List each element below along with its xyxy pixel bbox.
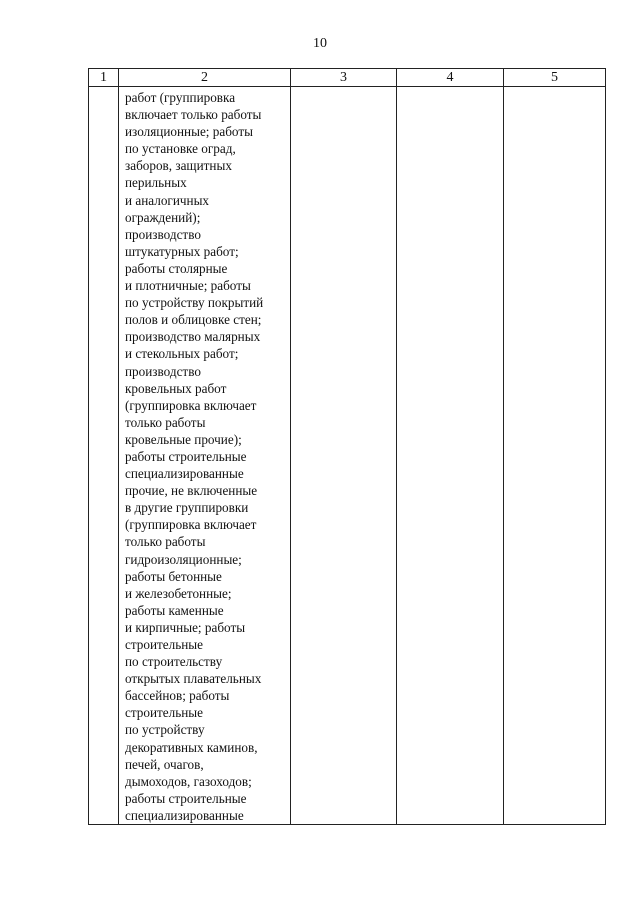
description-line: и аналогичных — [125, 192, 210, 208]
description-line: строительные — [125, 637, 204, 652]
table-header-row — [89, 69, 606, 87]
description-line: кровельных работ — [125, 380, 227, 396]
description-line: производство — [125, 363, 201, 379]
activity-description — [119, 87, 290, 824]
page-number: 10 — [313, 36, 327, 51]
description-line: ограждений); — [125, 209, 201, 225]
description-line: (группировка включает — [125, 397, 257, 413]
cell-col-4 — [397, 87, 504, 825]
description-line: печей, очагов, — [125, 756, 204, 772]
description-line: декоративных каминов, — [125, 739, 258, 755]
header-col-1: 1 — [89, 69, 119, 87]
description-line: производство — [125, 226, 201, 242]
description-line: по строительству — [125, 654, 223, 670]
description-line: специализированные — [125, 807, 244, 823]
description-line: по устройству — [125, 722, 205, 738]
description-line: работы строительные — [125, 448, 247, 464]
header-col-4: 4 — [397, 69, 504, 87]
description-line: и стекольных работ; — [125, 346, 239, 362]
description-line: полов и облицовке стен; — [125, 312, 262, 328]
header-col-3: 3 — [291, 69, 397, 87]
description-line: работы каменные — [125, 602, 224, 618]
description-line: работы строительные — [125, 790, 247, 806]
description-line: по устройству покрытий — [125, 295, 264, 311]
document-table — [88, 68, 606, 825]
description-line: только работы — [125, 414, 206, 430]
description-line: производство малярных — [125, 329, 261, 345]
description-line: бассейнов; работы — [125, 688, 230, 704]
description-line: (группировка включает — [125, 517, 257, 533]
description-line: штукатурных работ; — [125, 243, 239, 259]
description-line: и плотничные; работы — [125, 278, 251, 294]
description-line: изоляционные; работы — [125, 124, 253, 140]
description-line: в другие группировки — [125, 500, 249, 516]
description-line: прочие, не включенные — [125, 483, 258, 499]
cell-col-2 — [119, 87, 291, 825]
description-line: открытых плавательных — [125, 671, 262, 687]
description-line: работы столярные — [125, 260, 228, 276]
description-line: кровельные прочие); — [125, 431, 242, 447]
description-line: строительные — [125, 705, 204, 721]
description-line: перильных — [125, 175, 187, 191]
description-line: и кирпичные; работы — [125, 619, 246, 635]
cell-col-3 — [291, 87, 397, 825]
description-line: по установке оград, — [125, 141, 236, 157]
description-line: включает только работы — [125, 107, 262, 123]
description-line: и железобетонные; — [125, 585, 232, 601]
description-line: специализированные — [125, 466, 244, 482]
description-line: гидроизоляционные; — [125, 551, 242, 567]
description-line: работы бетонные — [125, 568, 222, 584]
description-line: только работы — [125, 534, 206, 550]
header-col-2: 2 — [119, 69, 291, 87]
header-col-5: 5 — [504, 69, 606, 87]
description-line: заборов, защитных — [125, 158, 232, 174]
description-line: дымоходов, газоходов; — [125, 773, 252, 789]
cell-col-1 — [89, 87, 119, 825]
cell-col-5 — [504, 87, 606, 825]
table-row — [89, 87, 606, 825]
description-line: работ (группировка — [125, 90, 236, 105]
